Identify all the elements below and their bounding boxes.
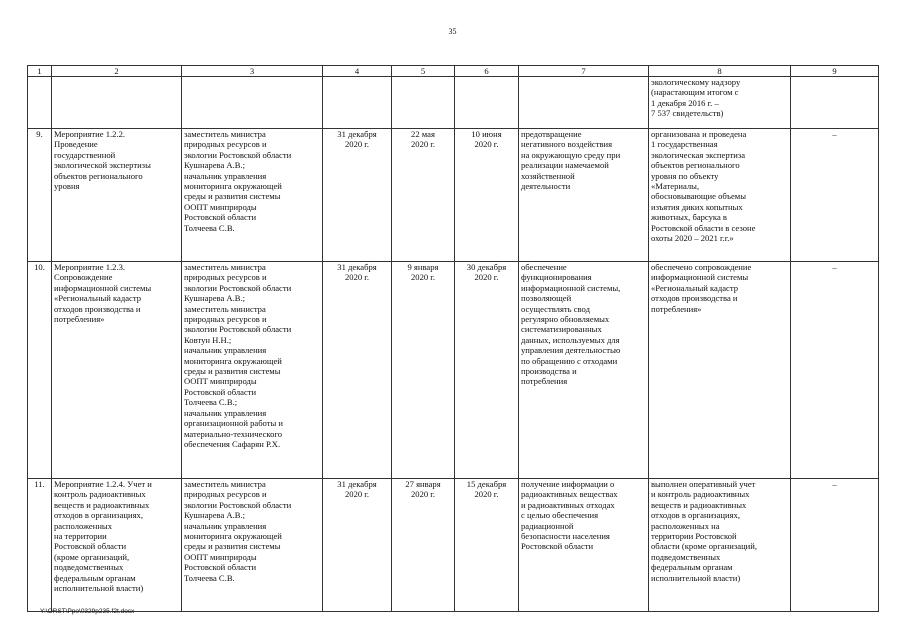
report-table	[27, 65, 879, 612]
file-path-footer: Y:\ORST\Ppo\0329p235.f2t.docx	[40, 608, 135, 615]
plan-date-cell: 31 декабря 2020 г.	[323, 479, 392, 612]
start-date-cell: 27 января 2020 г.	[392, 479, 455, 612]
table-row	[28, 129, 879, 262]
row-number: 9.	[28, 129, 52, 262]
end-date-cell: 30 декабря 2020 г.	[455, 262, 519, 479]
start-date-cell: 22 мая 2020 г.	[392, 129, 455, 262]
responsible-cell: заместитель министра природных ресурсов и экологии Ростовской области Кушнарева А.В.; заместитель министра природных ресурсов и экологии Ростовской области Ковтун Н.Н.; начальник управления мониторинга окружающей среды и развития системы ООПТ минприроды Ростовской области Толчеева С.В.; начальник управления организационной работы и материально-технического обеспечения Сафарян Р.Х.	[182, 262, 323, 479]
reason-cell: –	[791, 262, 879, 479]
responsible-cell: заместитель министра природных ресурсов и экологии Ростовской области Кушнарева А.В.; начальник управления мониторинга окружающей среды и развития системы ООПТ минприроды Ростовской области Толчеева С.В.	[182, 129, 323, 262]
column-header: 8	[649, 66, 791, 77]
end-date-cell: 15 декабря 2020 г.	[455, 479, 519, 612]
column-header: 9	[791, 66, 879, 77]
column-header: 5	[392, 66, 455, 77]
continuation-row	[28, 77, 879, 129]
event-cell: Мероприятие 1.2.4. Учет и контроль радиоактивных веществ и радиоактивных отходов в организациях, расположенных на территории Ростовской области (кроме организаций, подведомственных федеральным органам исполнительной власти)	[52, 479, 182, 612]
event-cell: Мероприятие 1.2.3. Сопровождение информационной системы «Региональный кадастр отходов производства и потребления»	[52, 262, 182, 479]
actual-result-cell: выполнен оперативный учет и контроль радиоактивных веществ и радиоактивных отходов в организациях, расположенных на территории Ростовской области (кроме организаций, подведомственных федеральным органам исполнительной власти)	[649, 479, 791, 612]
row-number: 11.	[28, 479, 52, 612]
expected-result-cell: получение информации о радиоактивных веществах и радиоактивных отходах с целью обеспечения радиационной безопасности населения Ростовской области	[519, 479, 649, 612]
column-header: 4	[323, 66, 392, 77]
column-header: 1	[28, 66, 52, 77]
column-header: 6	[455, 66, 519, 77]
column-number-row	[28, 66, 879, 77]
column-header: 7	[519, 66, 649, 77]
table-row	[28, 262, 879, 479]
reason-cell: –	[791, 479, 879, 612]
reason-cell: –	[791, 129, 879, 262]
continuation-result: экологическому надзору (нарастающим итогом с 1 декабря 2016 г. – 7 537 свидетельств)	[649, 77, 791, 129]
column-header: 3	[182, 66, 323, 77]
expected-result-cell: предотвращение негативного воздействия на окружающую среду при реализации намечаемой хозяйственной деятельности	[519, 129, 649, 262]
end-date-cell: 10 июня 2020 г.	[455, 129, 519, 262]
actual-result-cell: обеспечено сопровождение информационной системы «Региональный кадастр отходов производства и потребления»	[649, 262, 791, 479]
plan-date-cell: 31 декабря 2020 г.	[323, 129, 392, 262]
table-row	[28, 479, 879, 612]
expected-result-cell: обеспечение функционирования информационной системы, позволяющей осуществлять свод регулярно обновляемых систематизированных данных, используемых для управления деятельностью по обращению с отходами производства и потребления	[519, 262, 649, 479]
row-number: 10.	[28, 262, 52, 479]
start-date-cell: 9 января 2020 г.	[392, 262, 455, 479]
responsible-cell: заместитель министра природных ресурсов и экологии Ростовской области Кушнарева А.В.; начальник управления мониторинга окружающей среды и развития системы ООПТ минприроды Ростовской области Толчеева С.В.	[182, 479, 323, 612]
actual-result-cell: организована и проведена 1 государственная экологическая экспертиза объектов регионального уровня по объекту «Материалы, обосновывающие объемы изъятия диких копытных животных, барсука в Ростовской области в сезоне охоты 2020 – 2021 г.г.»	[649, 129, 791, 262]
event-cell: Мероприятие 1.2.2. Проведение государственной экологической экспертизы объектов регионального уровня	[52, 129, 182, 262]
page-number: 35	[448, 27, 457, 36]
plan-date-cell: 31 декабря 2020 г.	[323, 262, 392, 479]
column-header: 2	[52, 66, 182, 77]
